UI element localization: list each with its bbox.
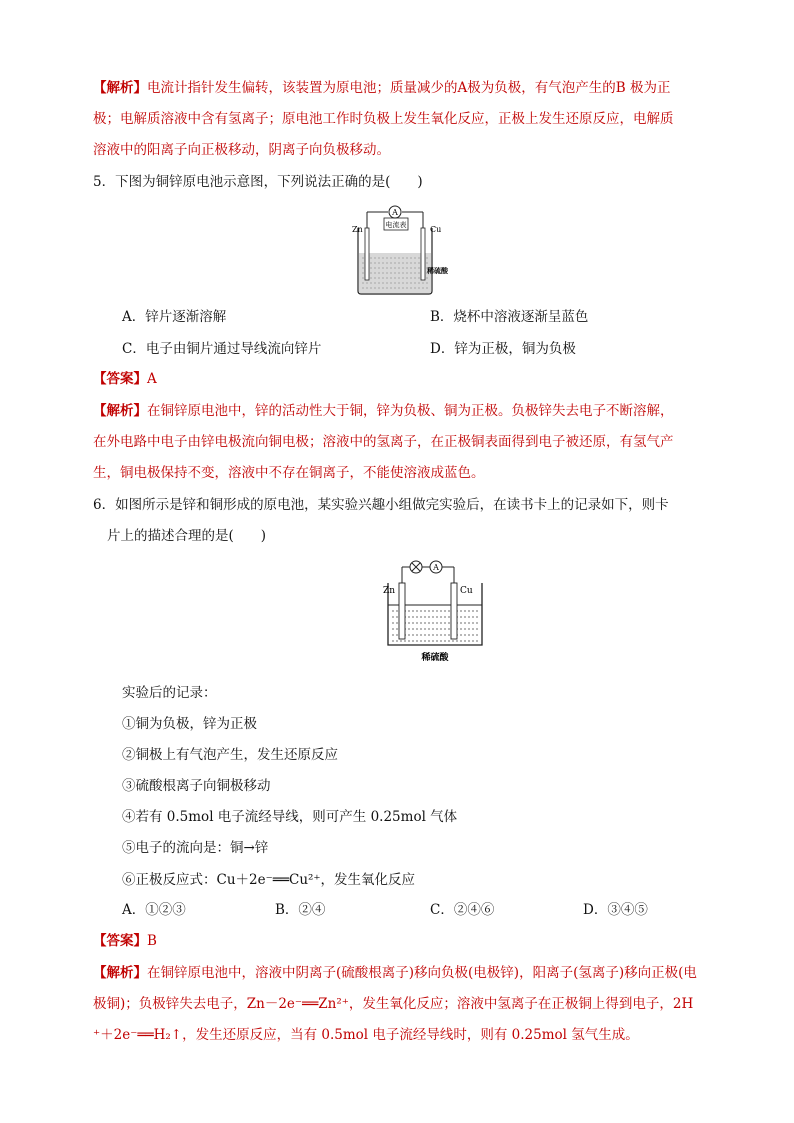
zn-label: Zn (352, 225, 363, 234)
q5-answer (93, 369, 157, 389)
record-item: ②铜极上有气泡产生，发生还原反应 (122, 747, 338, 763)
question-6-stem-cont: 片上的描述合理的是( ) (107, 528, 267, 544)
zn-label: Zn (383, 586, 396, 596)
cu-label: Cu (430, 225, 442, 234)
acid-label: 稀硫酸 (421, 653, 449, 663)
analysis-text: 溶液中的阳离子向正极移动，阴离子向负极移动。 (93, 142, 390, 158)
question-5-stem: 5．下图为铜锌原电池示意图，下列说法正确的是( ) (93, 174, 423, 190)
q6-option-d: D．③④⑤ (583, 902, 648, 918)
analysis-tag: 【解析】 (93, 965, 147, 981)
record-item: ③硫酸根离子向铜极移动 (122, 778, 271, 794)
meter-symbol: A (433, 563, 439, 572)
analysis-text: 生，铜电极保持不变，溶液中不存在铜离子，不能使溶液成蓝色。 (93, 465, 485, 481)
q6-figure (380, 557, 490, 669)
analysis-text: 极铜)；负极锌失去电子，Zn－2e⁻══Zn²⁺，发生氧化反应；溶液中氢离子在正极铜上得到电子，2H (93, 996, 694, 1012)
q6-analysis (93, 963, 697, 983)
answer-tag: 【答案】 (93, 371, 147, 387)
answer-value: B (147, 933, 157, 949)
q5-option-b: B．烧杯中溶液逐渐呈蓝色 (430, 309, 589, 325)
q5-option-a: A．锌片逐渐溶解 (122, 309, 227, 325)
analysis-text: ⁺＋2e⁻══H₂↑，发生还原反应，当有 0.5mol 电子流经导线时，则有 0.25mol 氢气生成。 (93, 1027, 639, 1043)
q6-option-a: A．①②③ (122, 902, 186, 918)
record-title: 实验后的记录： (122, 685, 217, 701)
q5-option-d: D．锌为正极，铜为负极 (430, 341, 576, 357)
meter-symbol: A (392, 208, 398, 217)
record-item: ⑥正极反应式：Cu＋2e⁻══Cu²⁺，发生氧化反应 (122, 872, 416, 888)
q5-cell-diagram (350, 198, 450, 298)
analysis-text: 在铜锌原电池中，溶液中阴离子(硫酸根离子)移向负极(电极锌)，阳离子(氢离子)移向正极(电 (147, 965, 697, 981)
answer-value: A (147, 371, 157, 387)
record-item: ⑤电子的流向是：铜→锌 (122, 840, 269, 856)
q5-figure (350, 198, 450, 302)
cu-label: Cu (460, 586, 473, 596)
analysis-line (93, 78, 670, 98)
acid-label: 稀硫酸 (427, 266, 448, 275)
answer-tag: 【答案】 (93, 933, 147, 949)
analysis-text: 电流计指针发生偏转，该装置为原电池；质量减少的A极为负极，有气泡产生的B 极为正 (147, 80, 671, 96)
meter-label: 电流表 (385, 221, 407, 229)
analysis-text: 极；电解质溶液中含有氢离子；原电池工作时负极上发生氧化反应，正极上发生还原反应，电解质 (93, 111, 674, 127)
q5-analysis (93, 401, 674, 421)
analysis-text: 在外电路中电子由锌电极流向铜电极；溶液中的氢离子，在正极铜表面得到电子被还原，有氢气产 (93, 434, 674, 450)
q6-option-c: C．②④⑥ (430, 902, 495, 918)
analysis-tag: 【解析】 (93, 403, 147, 419)
q5-option-c: C．电子由铜片通过导线流向锌片 (122, 341, 322, 357)
q6-option-b: B．②④ (275, 902, 326, 918)
question-6-stem: 6．如图所示是锌和铜形成的原电池，某实验兴趣小组做完实验后，在读书卡上的记录如下，则卡 (93, 497, 669, 513)
analysis-text: 在铜锌原电池中，锌的活动性大于铜，锌为负极、铜为正极。负极锌失去电子不断溶解， (147, 403, 674, 419)
analysis-tag: 【解析】 (93, 80, 147, 96)
q6-answer (93, 931, 157, 951)
record-item: ④若有 0.5mol 电子流经导线，则可产生 0.25mol 气体 (122, 809, 458, 825)
record-item: ①铜为负极，锌为正极 (122, 716, 257, 732)
q6-cell-diagram (380, 557, 490, 665)
